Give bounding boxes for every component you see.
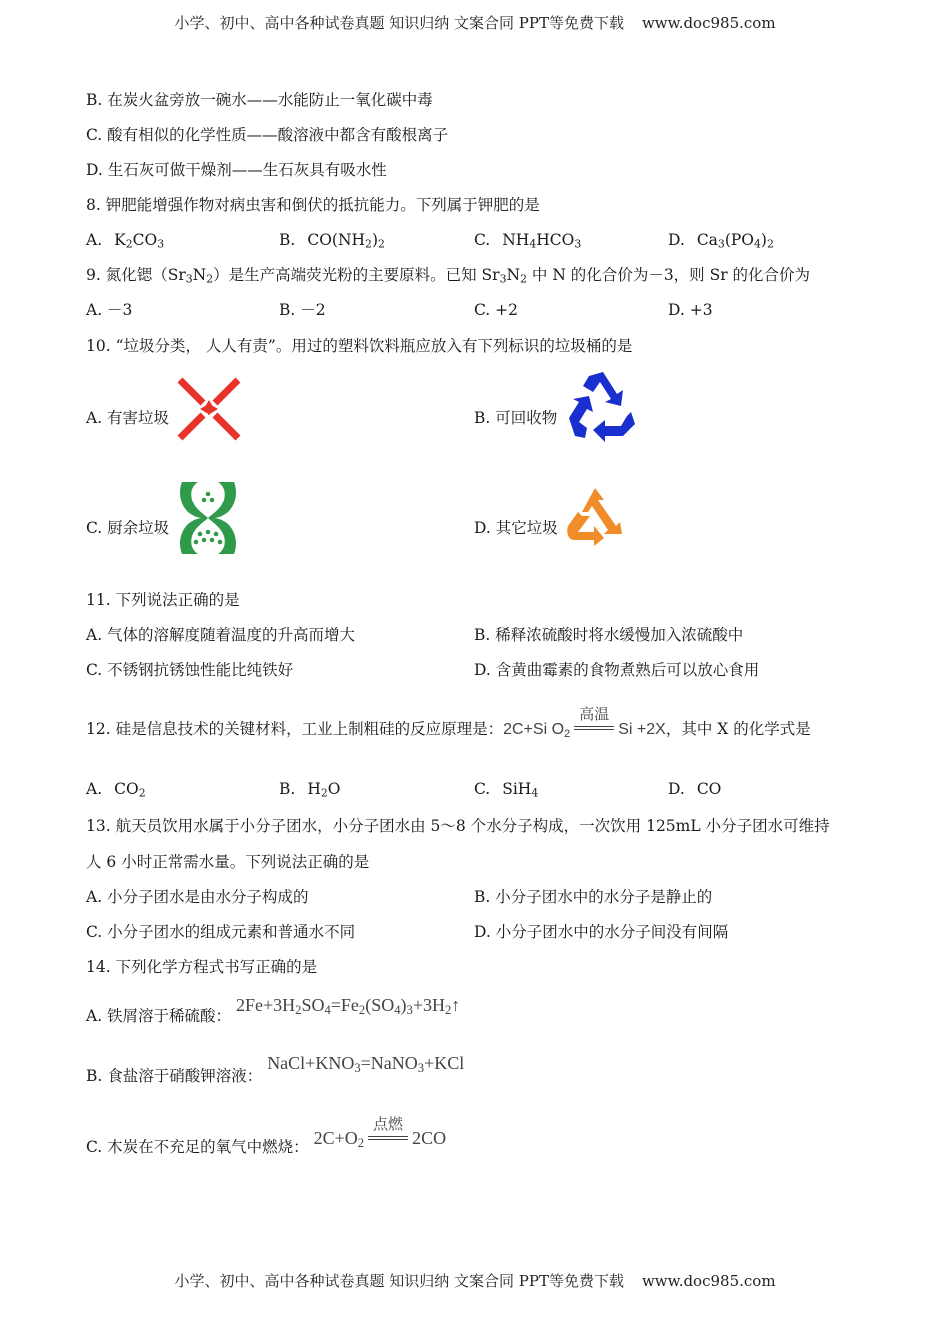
q9-stem-sub: 2 — [206, 272, 214, 286]
q14-c-part: 2CO — [412, 1128, 447, 1148]
q14-a-sub: 4 — [394, 1003, 401, 1018]
q11-stem: 11. 下列说法正确的是 — [86, 591, 240, 609]
q13-option-b: B. 小分子团水中的水分子是静止的 — [474, 888, 713, 906]
q8-a-part: K — [114, 231, 126, 249]
q14-b-text: B. 食盐溶于硝酸钾溶液： — [86, 1067, 263, 1085]
q12-equation — [503, 706, 666, 740]
footer-url: www.doc985.com — [641, 1272, 776, 1290]
q12-c-sub: 4 — [531, 786, 539, 800]
kitchen-waste-icon — [178, 480, 238, 556]
header-slogan: 小学、初中、高中各种试卷真题 知识归纳 文案合同 PPT等免费下载 — [174, 14, 624, 32]
q9-stem-sub: 3 — [499, 272, 507, 286]
q12-eq-part: Si +2X — [618, 721, 666, 738]
q12-b-sub: 2 — [320, 786, 328, 800]
q14-b-part: =NaNO — [360, 1053, 418, 1073]
q12-a-part: CO — [114, 780, 139, 798]
q12-option-c-label: C. — [474, 780, 491, 798]
q12-option-a — [86, 778, 146, 805]
q12-condition — [574, 706, 614, 734]
q7-option-b: B. 在炭火盆旁放一碗水——水能防止一氧化碳中毒 — [86, 91, 433, 109]
q14-a-text: A. 铁屑溶于稀硫酸： — [86, 1007, 232, 1025]
q8-option-b — [279, 229, 385, 256]
q8-b-sub: 2 — [378, 237, 385, 251]
q8-c-sub: 3 — [574, 237, 582, 251]
q14-a-sub: 2 — [295, 1003, 302, 1018]
q9-stem-part: ）是生产高端荧光粉的主要原料。已知 Sr — [213, 266, 500, 284]
q9-stem-sub: 2 — [520, 272, 527, 286]
q13-option-a: A. 小分子团水是由水分子构成的 — [86, 888, 309, 906]
q12-eq-sub: 2 — [564, 727, 571, 740]
q14-a-part: SO — [301, 995, 325, 1015]
q9-stem-part: N — [192, 266, 207, 284]
q10-option-b: B. 可回收物 — [474, 409, 558, 427]
q11-option-a: A. 气体的溶解度随着温度的升高而增大 — [86, 626, 356, 644]
q8-c-part: NH — [502, 231, 530, 249]
q12-a-sub: 2 — [138, 786, 146, 800]
q12-stem-text: 12. 硅是信息技术的关键材料，工业上制粗硅的反应原理是： — [86, 720, 504, 738]
recycle-icon — [565, 368, 639, 442]
q9-stem-part: 9. 氮化锶（Sr — [86, 266, 186, 284]
q14-c-sub: 2 — [357, 1136, 365, 1151]
page-header — [0, 12, 950, 33]
q14-b-part: +KCl — [424, 1053, 465, 1073]
q8-option-b-label: B. — [279, 231, 296, 249]
q8-d-part: Ca — [696, 231, 718, 249]
q8-d-part: (PO — [724, 231, 755, 249]
q14-a-sub: 2 — [358, 1003, 366, 1018]
q7-option-c: C. 酸有相似的化学性质——酸溶液中都含有酸根离子 — [86, 126, 449, 144]
q11-option-b: B. 稀释浓硫酸时将水缓慢加入浓硫酸中 — [474, 626, 744, 644]
q14-c-condition — [368, 1117, 408, 1144]
q9-option-a: A. －3 — [86, 301, 133, 319]
q9-stem — [86, 264, 810, 291]
q14-a-arrow: ↑ — [451, 995, 461, 1015]
q8-b-part: CO(NH — [307, 231, 366, 249]
q8-a-part: CO — [132, 231, 158, 249]
q8-option-d — [668, 229, 774, 256]
q12-option-c — [474, 778, 538, 805]
q14-b-sub: 3 — [354, 1061, 361, 1076]
q14-a-sub: 4 — [324, 1003, 331, 1018]
q12-option-a-label: A. — [86, 780, 103, 798]
q8-a-sub: 3 — [157, 237, 165, 251]
q9-stem-part: N — [506, 266, 521, 284]
q14-stem: 14. 下列化学方程式书写正确的是 — [86, 958, 318, 976]
q8-d-sub: 4 — [754, 237, 761, 251]
q8-option-d-label: D. — [668, 231, 685, 249]
q13-option-d: D. 小分子团水中的水分子间没有间隔 — [474, 923, 729, 941]
q9-stem-part: 中 N 的化合价为－3，则 Sr 的化合价为 — [526, 266, 811, 284]
q8-b-part: ) — [371, 231, 378, 249]
q12-option-b — [279, 778, 340, 805]
q12-d-part: CO — [696, 780, 722, 798]
q9-option-b: B. －2 — [279, 301, 326, 319]
q8-option-a — [86, 229, 164, 256]
q9-stem-sub: 3 — [185, 272, 193, 286]
q8-d-part: ) — [760, 231, 767, 249]
footer-slogan: 小学、初中、高中各种试卷真题 知识归纳 文案合同 PPT等免费下载 — [174, 1272, 624, 1290]
q8-d-sub: 2 — [766, 237, 774, 251]
q8-option-c-label: C. — [474, 231, 491, 249]
q14-c-condition-bar — [368, 1136, 408, 1140]
q8-d-sub: 3 — [717, 237, 725, 251]
q14-c-part: 2C+O — [313, 1128, 358, 1148]
q11-option-d: D. 含黄曲霉素的食物煮熟后可以放心食用 — [474, 661, 760, 679]
q11-option-c: C. 不锈钢抗锈蚀性能比纯铁好 — [86, 661, 294, 679]
q12-condition-text: 高温 — [579, 706, 610, 723]
q14-a-sub: 2 — [444, 1003, 452, 1018]
q13-stem-line1: 13. 航天员饮用水属于小分子团水，小分子团水由 5～8 个水分子构成，一次饮用 125mL 小分子团水可维持 — [86, 817, 830, 835]
hazardous-waste-icon — [176, 376, 242, 442]
q12-b-part: O — [327, 780, 341, 798]
q8-stem: 8. 钾肥能增强作物对病虫害和倒伏的抵抗能力。下列属于钾肥的是 — [86, 196, 540, 214]
q12-option-b-label: B. — [279, 780, 296, 798]
q12-eq-part: 2C+Si O — [503, 721, 565, 738]
q13-stem-line2: 人 6 小时正常需水量。下列说法正确的是 — [86, 853, 370, 871]
other-waste-icon — [564, 486, 626, 548]
q12-stem — [86, 706, 811, 745]
q12-option-d — [668, 778, 721, 800]
header-url: www.doc985.com — [641, 14, 776, 32]
q14-b-sub: 3 — [417, 1061, 425, 1076]
q14-a-part: ) — [400, 995, 407, 1015]
q14-a-sub: 3 — [406, 1003, 413, 1018]
q10-option-d: D. 其它垃圾 — [474, 519, 558, 537]
q9-option-d: D. +3 — [668, 301, 713, 319]
q14-option-a — [86, 995, 461, 1031]
q14-a-equation — [236, 995, 461, 1018]
q14-c-condition-text: 点燃 — [373, 1117, 404, 1133]
q14-b-equation — [267, 1053, 465, 1076]
q10-stem: 10. “垃圾分类， 人人有责”。用过的塑料饮料瓶应放入有下列标识的垃圾桶的是 — [86, 337, 633, 355]
q14-a-part: =Fe — [330, 995, 359, 1015]
q14-a-part: (SO — [365, 995, 395, 1015]
q14-c-equation — [313, 1117, 447, 1151]
q13-option-c: C. 小分子团水的组成元素和普通水不同 — [86, 923, 356, 941]
q14-option-c — [86, 1117, 447, 1162]
q8-c-part: HCO — [536, 231, 575, 249]
q14-b-part: NaCl+KNO — [267, 1053, 355, 1073]
q14-a-part: 2Fe+3H — [236, 995, 296, 1015]
q8-option-a-label: A. — [86, 231, 103, 249]
q8-c-sub: 4 — [529, 237, 537, 251]
q12-option-d-label: D. — [668, 780, 685, 798]
q8-b-sub: 2 — [365, 237, 372, 251]
q8-option-c — [474, 229, 581, 256]
q12-c-part: SiH — [502, 780, 532, 798]
q12-b-part: H — [307, 780, 321, 798]
q7-option-d: D. 生石灰可做干燥剂——生石灰具有吸水性 — [86, 161, 387, 179]
q12-condition-bar — [574, 726, 614, 730]
q10-option-c: C. 厨余垃圾 — [86, 519, 170, 537]
q8-a-sub: 2 — [125, 237, 133, 251]
q14-a-part: +3H — [412, 995, 445, 1015]
q12-stem-text: ，其中 X 的化学式是 — [665, 720, 811, 738]
q10-option-a: A. 有害垃圾 — [86, 409, 170, 427]
q14-c-text: C. 木炭在不充足的氧气中燃烧： — [86, 1138, 309, 1156]
q9-option-c: C. +2 — [474, 301, 519, 319]
q14-option-b — [86, 1053, 465, 1091]
page-footer — [0, 1270, 950, 1291]
